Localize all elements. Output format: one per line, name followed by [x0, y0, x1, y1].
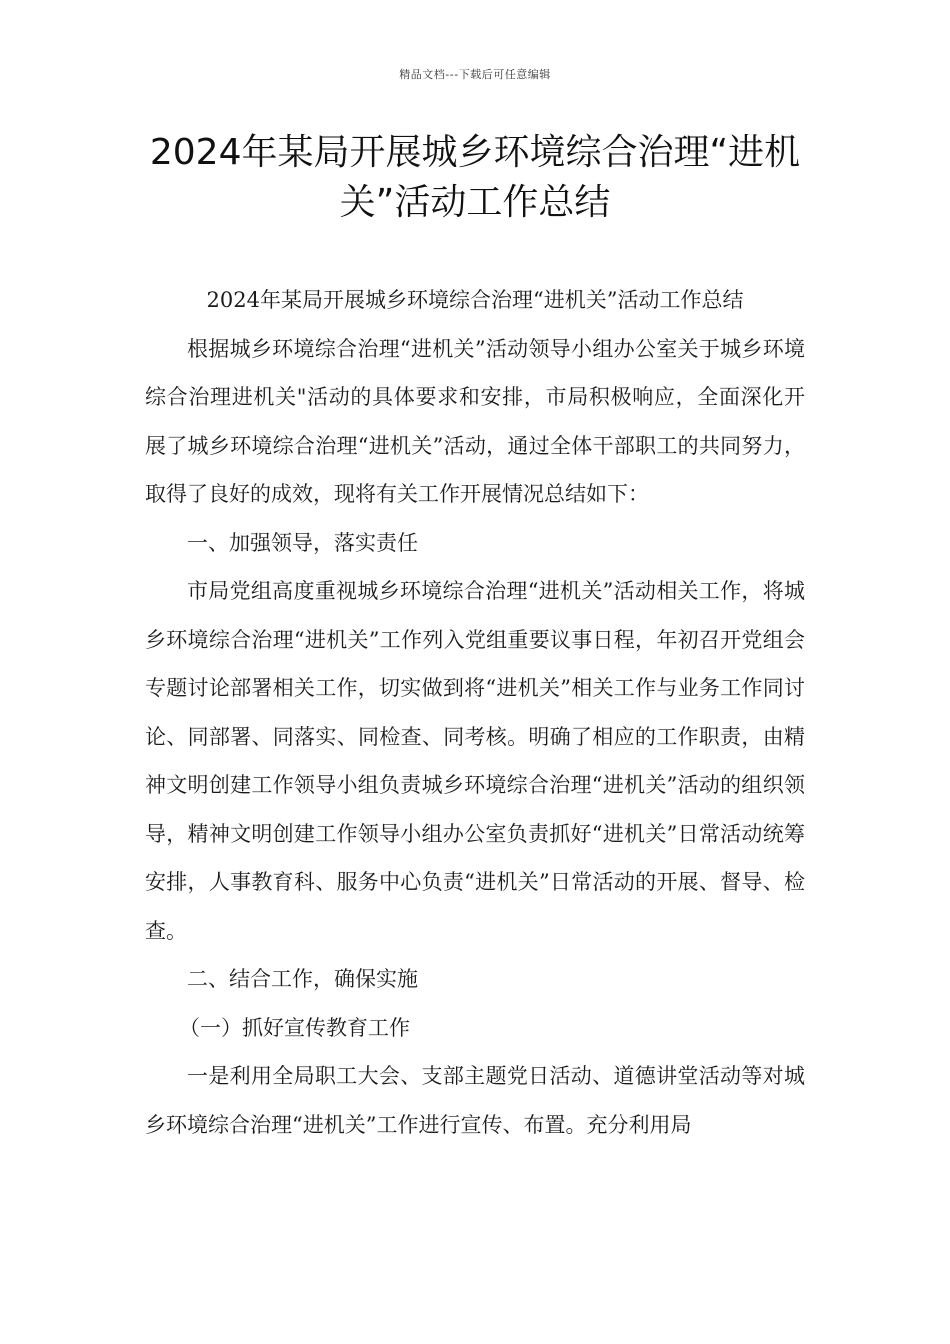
header-note: 精品文档---下载后可任意编辑 — [399, 68, 551, 81]
subsection-1-paragraph: 一是利用全局职工大会、支部主题党日活动、道德讲堂活动等对城乡环境综合治理“进机关”工作进行宣传、布置。充分利用局 — [145, 1064, 805, 1137]
document-body — [145, 276, 805, 1149]
document-title: 2024年某局开展城乡环境综合治理“进机关”活动工作总结 — [149, 132, 801, 223]
subsection-heading-1: （一）抓好宣传教育工作 — [179, 1015, 410, 1040]
section-heading-2: 二、结合工作，确保实施 — [187, 967, 418, 991]
intro-paragraph: 根据城乡环境综合治理“进机关”活动领导小组办公室关于城乡环境综合治理进机关"活动的具体要求和安排，市局积极响应，全面深化开展了城乡环境综合治理“进机关”活动，通过全体干部职工的共同努力，取得了良好的成效，现将有关工作开展情况总结如下： — [145, 336, 805, 506]
section-1-paragraph: 市局党组高度重视城乡环境综合治理“进机关”活动相关工作，将城乡环境综合治理“进机关”工作列入党组重要议事日程，年初召开党组会专题讨论部署相关工作，切实做到将“进机关”相关工作与业务工作同讨论、同部署、同落实、同检查、同考核。明确了相应的工作职责，由精神文明创建工作领导小组负责城乡环境综合治理“进机关”活动的组织领导，精神文明创建工作领导小组办公室负责抓好“进机关”日常活动统筹安排，人事教育科、服务中心负责“进机关”日常活动的开展、督导、检查。 — [145, 579, 805, 943]
section-heading-1: 一、加强领导，落实责任 — [187, 530, 418, 555]
document-subtitle: 2024年某局开展城乡环境综合治理“进机关”活动工作总结 — [206, 288, 744, 312]
